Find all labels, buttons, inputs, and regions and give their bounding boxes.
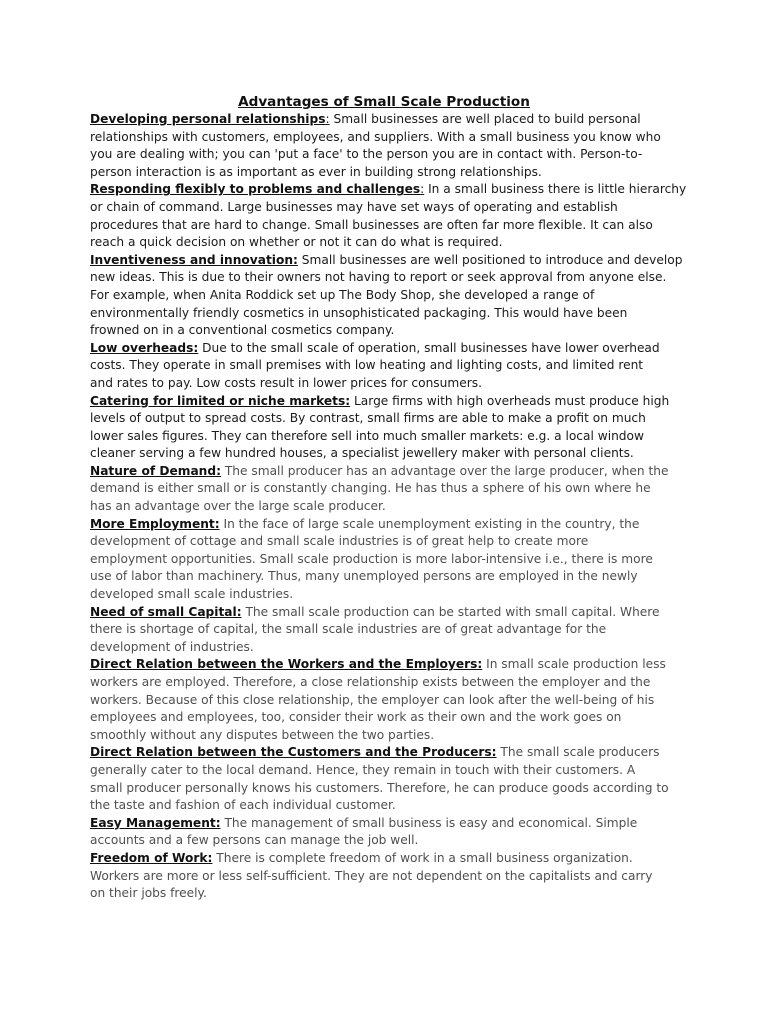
- section-workers-employers: [90, 656, 690, 744]
- section-text: In a small business there is little hierarchy or chain of command. Large businesses may have set ways of operating and establish procedures that are hard to change. Small businesses are often far more flexible. It can also reach a quick decision on whether or not it can do what is required.: [90, 182, 687, 250]
- section-text: Small businesses are well placed to build personal relationships with customers, employees, and suppliers. With a small business you know who you are dealing with; you can 'put a face' to the person you are in contact with. Person-to- person interaction is as important as ever in building strong relationships.: [90, 112, 661, 179]
- section-niche-markets: [90, 393, 690, 463]
- section-low-overheads: [90, 340, 690, 393]
- section-text: There is complete freedom of work in a small business organization. Workers are more or less self-sufficient. They are not dependent on the capitalists and carry on their jobs freely.: [90, 850, 653, 901]
- section-text: The small scale production can be started with small capital. Where there is shortage of capital, the small scale industries are of great advantage for the development of industries.: [90, 604, 660, 654]
- section-heading: Freedom of Work:: [90, 850, 213, 865]
- section-heading: Developing personal relationships: [90, 112, 326, 126]
- section-heading: Easy Management:: [90, 815, 221, 830]
- section-nature-of-demand: [90, 463, 690, 516]
- section-heading: Catering for limited or niche markets:: [90, 393, 351, 408]
- section-customers-producers: [90, 744, 690, 814]
- section-text: Large firms with high overheads must produce high levels of output to spread costs. By contrast, small firms are able to make a profit on much lower sales figures. They can therefore sell into much smaller markets: e.g. a local window cleaner serving a few hundred houses, a specialist jewellery maker with personal clients.: [90, 393, 670, 461]
- document-body: [90, 111, 690, 903]
- section-heading: Inventiveness and innovation:: [90, 252, 298, 267]
- section-text: The management of small business is easy and economical. Simple accounts and a few persons can manage the job well.: [90, 815, 638, 848]
- section-heading: Direct Relation between the Workers and the Employers:: [90, 657, 483, 672]
- section-heading: Direct Relation between the Customers and the Producers:: [90, 745, 497, 760]
- section-text: Small businesses are well positioned to introduce and develop new ideas. This is due to their owners not having to report or seek approval from anyone else. For example, when Anita Roddick set up The Body Shop, she developed a range of environmentally friendly cosmetics in unsophisticated packaging. This would have been frowned on in a conventional cosmetics company.: [90, 252, 683, 338]
- page-title: Advantages of Small Scale Production: [238, 94, 530, 110]
- section-separator: :: [325, 112, 330, 126]
- section-text: In small scale production less workers are employed. Therefore, a close relationship exists between the employer and the workers. Because of this close relationship, the employer can look after the well-being of his employees and employees, too, consider their work as their own and the work goes on smoothly without any disputes between the two parties.: [90, 657, 666, 742]
- section-text: The small producer has an advantage over the large producer, when the demand is either small or is constantly changing. He has thus a sphere of his own where he has an advantage over the large scale producer.: [90, 463, 669, 514]
- section-easy-management: [90, 815, 690, 850]
- section-heading: Responding flexibly to problems and challenges: [90, 182, 421, 197]
- section-heading: More Employment:: [90, 516, 220, 531]
- section-heading: Nature of Demand:: [90, 463, 221, 478]
- section-heading: Need of small Capital:: [90, 604, 242, 619]
- section-text: The small scale producers generally cater to the local demand. Hence, they remain in touch with their customers. A small producer personally knows his customers. Therefore, he can produce goods according to the taste and fashion of each individual customer.: [90, 745, 669, 813]
- section-freedom-of-work: [90, 850, 690, 903]
- section-more-employment: [90, 516, 690, 604]
- section-personal-relationships: [90, 111, 690, 181]
- section-small-capital: [90, 604, 690, 657]
- section-inventiveness: [90, 252, 690, 340]
- section-text: Due to the small scale of operation, small businesses have lower overhead costs. They operate in small premises with low heating and lighting costs, and limited rent and rates to pay. Low costs result in lower prices for consumers.: [90, 340, 660, 390]
- section-text: In the face of large scale unemployment existing in the country, the development of cottage and small scale industries is of great help to create more employment opportunities. Small scale production is more labor-intensive i.e., there is more use of labor than machinery. Thus, many unemployed persons are employed in the newly developed small scale industries.: [90, 516, 653, 602]
- section-heading: Low overheads:: [90, 340, 199, 355]
- section-responding-flexibly: [90, 181, 690, 251]
- section-separator: :: [420, 182, 425, 197]
